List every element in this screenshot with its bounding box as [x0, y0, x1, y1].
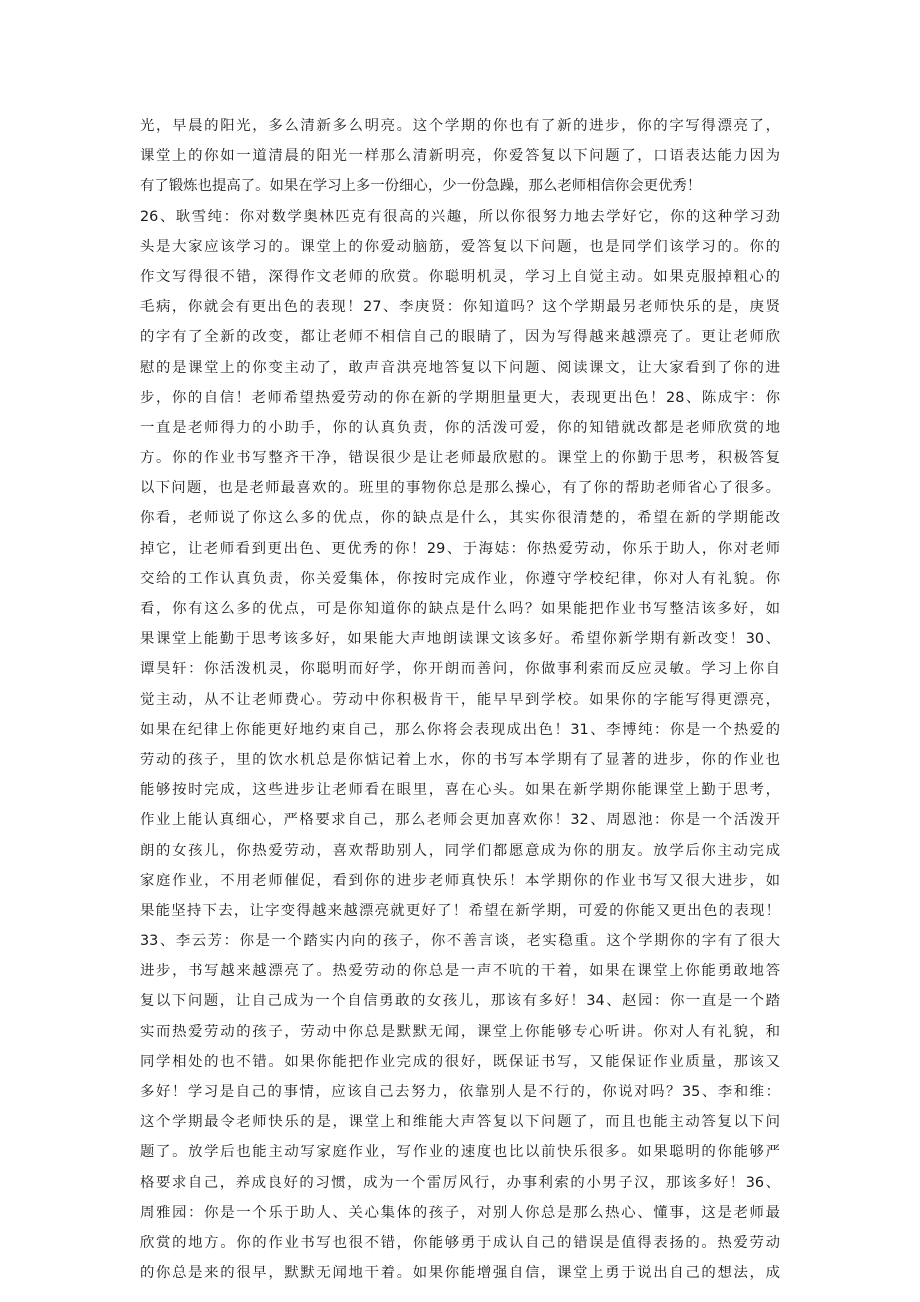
text-line: 作文写得很不错，深得作文老师的欣赏。你聪明机灵，学习上自觉主动。如果克服掉粗心的: [140, 268, 780, 285]
body-text: [140, 111, 780, 1288]
text-line: 一直是老师得力的小助手，你的认真负责，你的活泼可爱，你的知错就改都是老师欣赏的地: [140, 419, 780, 436]
text-line: 26、耿雪纯：你对数学奥林匹克有很高的兴趣，所以你很努力地去学好它，你的这种学习劲: [140, 208, 780, 225]
text-line: 的你总是来的很早，默默无闻地干着。如果你能增强自信，课堂上勇于说出自己的想法，成: [140, 1265, 780, 1282]
text-line: 交给的工作认真负责，你关爱集体，你按时完成作业，你遵守学校纪律，你对人有礼貌。你: [140, 570, 780, 587]
text-line: 作业上能认真细心，严格要求自己，那么老师会更加喜欢你！32、周恩池：你是一个活泼开: [140, 812, 780, 829]
text-line: 你看，老师说了你这么多的优点，你的缺点是什么，其实你很清楚的，希望在新的学期能改: [140, 510, 780, 527]
text-line: 谭昊轩：你活泼机灵，你聪明而好学，你开朗而善问，你做事利索而反应灵敏。学习上你自: [140, 661, 780, 678]
text-line: 有了锻炼也提高了。如果在学习上多一份细心，少一份急躁，那么老师相信你会更优秀！: [140, 178, 702, 195]
text-line: 觉主动，从不让老师费心。劳动中你积极肯干，能早早到学校。如果你的字能写得更漂亮，: [140, 691, 780, 708]
text-line: 看，你有这么多的优点，可是你知道你的缺点是什么吗？如果能把作业书写整洁该多好，如: [140, 601, 780, 617]
text-line: 头是大家应该学习的。课堂上的你爱动脑筋，爱答复以下问题，也是同学们该学习的。你的: [140, 238, 780, 255]
text-line: 进步，书写越来越漂亮了。热爱劳动的你总是一声不吭的干着，如果在课堂上你能勇敢地答: [140, 963, 780, 980]
text-line: 课堂上的你如一道清晨的阳光一样那么清新明亮，你爱答复以下问题了，口语表达能力因为: [140, 148, 780, 165]
text-line: 以下问题，也是老师最喜欢的。班里的事物你总是那么操心，有了你的帮助老师省心了很多。: [140, 480, 780, 497]
text-line: 朗的女孩儿，你热爱劳动，喜欢帮助别人，同学们都愿意成为你的朋友。放学后你主动完成: [140, 842, 780, 859]
text-line: 果课堂上能勤于思考该多好，如果能大声地朗读课文该多好。希望你新学期有新改变！30、: [140, 631, 780, 648]
text-line: 同学相处的也不错。如果你能把作业完成的很好，既保证书写，又能保证作业质量，那该又: [140, 1053, 780, 1070]
text-line: 果能坚持下去，让字变得越来越漂亮就更好了！希望在新学期，可爱的你能又更出色的表现！: [140, 902, 780, 919]
text-line: 能够按时完成，这些进步让老师看在眼里，喜在心头。如果在新学期你能课堂上勤于思考，: [140, 782, 780, 799]
text-line: 欣赏的地方。你的作业书写也很不错，你能够勇于成认自己的错误是值得表扬的。热爱劳动: [140, 1234, 780, 1251]
text-line: 实而热爱劳动的孩子，劳动中你总是默默无闻，课堂上你能够专心听讲。你对人有礼貌，和: [140, 1023, 780, 1040]
text-line: 复以下问题，让自己成为一个自信勇敢的女孩儿，那该有多好！34、赵园：你一直是一个踏: [140, 993, 780, 1010]
text-line: 格要求自己，养成良好的习惯，成为一个雷厉风行，办事利索的小男子汉，那该多好！36、: [140, 1174, 780, 1191]
text-line: 的字有了全新的改变，都让老师不相信自己的眼睛了，因为写得越来越漂亮了。更让老师欣: [140, 329, 780, 346]
text-line: 毛病，你就会有更出色的表现！27、李庚贤：你知道吗？这个学期最另老师快乐的是，庚贤: [140, 299, 780, 316]
text-line: 步，你的自信！老师希望热爱劳动的你在新的学期胆量更大，表现更出色！28、陈成宇：你: [140, 389, 780, 406]
text-line: 周雅园：你是一个乐于助人、关心集体的孩子，对别人你总是那么热心、懂事，这是老师最: [140, 1204, 780, 1221]
text-line: 慰的是课堂上的你变主动了，敢声音洪亮地答复以下问题、阅读课文，让大家看到了你的进: [140, 359, 780, 376]
text-line: 如果在纪律上你能更好地约束自己，那么你将会表现成出色！31、李博纯：你是一个热爱的: [140, 721, 780, 738]
text-line: 劳动的孩子，里的饮水机总是你惦记着上水，你的书写本学期有了显著的进步，你的作业也: [140, 751, 780, 768]
text-line: 题了。放学后也能主动写家庭作业，写作业的速度也比以前快乐很多。如果聪明的你能够严: [140, 1144, 780, 1161]
text-line: 这个学期最令老师快乐的是，课堂上和维能大声答复以下问题了，而且也能主动答复以下问: [140, 1114, 780, 1131]
text-line: 光，早晨的阳光，多么清新多么明亮。这个学期的你也有了新的进步，你的字写得漂亮了，: [140, 118, 780, 134]
text-line: 33、李云芳：你是一个踏实内向的孩子，你不善言谈，老实稳重。这个学期你的字有了很大: [140, 933, 780, 950]
text-line: 多好！学习是自己的事情，应该自己去努力，依靠别人是不行的，你说对吗？35、李和维：: [140, 1084, 780, 1100]
text-line: 掉它，让老师看到更出色、更优秀的你！29、于海娡：你热爱劳动，你乐于助人，你对老师: [140, 540, 780, 557]
text-line: 家庭作业，不用老师催促，看到你的进步老师真快乐！本学期你的作业书写又很大进步，如: [140, 872, 780, 889]
text-line: 方。你的作业书写整齐干净，错误很少是让老师最欣慰的。课堂上的你勤于思考，积极答复: [140, 450, 780, 467]
